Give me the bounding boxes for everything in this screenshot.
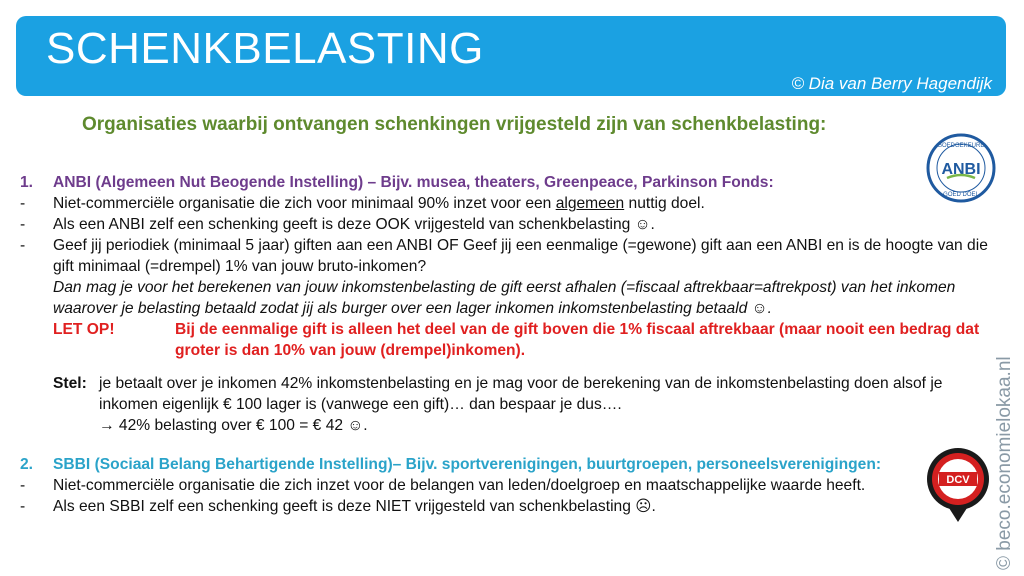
sbbi-bullet-1: Niet-commerciële organisatie die zich inzet voor de belangen van leden/doelgroep en maatschappelijke waarde heeft. [53, 477, 866, 494]
letop-label: LET OP! [53, 321, 115, 338]
slide-body [20, 172, 1005, 517]
slide-title: SCHENKBELASTING [46, 24, 484, 73]
anbi-bullet-3-text: Geef jij periodiek (minimaal 5 jaar) giften aan een ANBI OF Geef jij een eenmalige (=gewone) gift aan een ANBI en is de hoogte van die gift minimaal (=drempel) 1% van jouw bruto-inkomen? [53, 237, 988, 275]
letop-text: Bij de eenmalige gift is alleen het deel van de gift boven die 1% fiscaal aftrekbaar (maar nooit een bedrag dat groter is dan 10% van jouw (drempel)inkomen). [175, 321, 980, 359]
anbi-bullet-3 [53, 235, 1005, 319]
bullet: - [20, 216, 26, 233]
bullet: - [20, 237, 26, 254]
anbi-bullet-3-italic: Dan mag je voor het berekenen van jouw inkomstenbelasting de gift eerst afhalen (=fiscaal aftrekbaar=aftrekpost) van het inkomen waarover je belasting betaald zodat jij als burger over een lager inkomen inkomstenbelasting betaald ☺. [53, 279, 956, 317]
anbi-bullet-1-underlined: algemeen [555, 195, 625, 212]
sbbi-heading-row [20, 454, 1005, 475]
list-item [20, 235, 1005, 319]
stel-row [20, 373, 1005, 436]
list-item [20, 193, 1005, 214]
list-number: 2. [20, 456, 34, 473]
anbi-logo-arc-bottom: GOED DOEL [943, 192, 979, 198]
anbi-bullet-1 [53, 193, 1005, 214]
watermark [994, 300, 1018, 570]
anbi-heading-row [20, 172, 1005, 193]
anbi-bullet-1-pre: Niet-commerciële organisatie die zich voor minimaal 90% inzet voor een [53, 195, 556, 212]
anbi-logo-arc-top: GOEDGEKEURD [937, 143, 985, 149]
list-number: 1. [20, 174, 34, 191]
sbbi-heading: SBBI (Sociaal Belang Behartigende Instelling)– Bijv. sportverenigingen, buurtgroepen, personeelsverenigingen: [53, 456, 882, 473]
stel-result: → 42% belasting over € 100 = € 42 ☺. [99, 417, 368, 434]
sbbi-bullet-2: Als een SBBI zelf een schenking geeft is deze NIET vrijgesteld van schenkbelasting ☹. [53, 498, 656, 515]
list-item [20, 214, 1005, 235]
slide-credit: © Dia van Berry Hagendijk [791, 74, 992, 93]
dcv-logo-text: DCV [946, 474, 970, 486]
anbi-logo-text: ANBI [941, 161, 981, 178]
bullet: - [20, 498, 26, 515]
anbi-bullet-2: Als een ANBI zelf een schenking geeft is deze OOK vrijgesteld van schenkbelasting ☺. [53, 216, 655, 233]
stel-text-body: je betaalt over je inkomen 42% inkomstenbelasting en je mag voor de berekening van de inkomstenbelasting doen alsof je inkomen eigenlijk € 100 lager is (vanwege een gift)… dan bespaar je dus…. [99, 375, 943, 413]
stel-label: Stel: [53, 375, 87, 392]
watermark-text: © beco.economielokaa.nl [994, 356, 1015, 570]
slide-subtitle: Organisaties waarbij ontvangen schenkingen vrijgesteld zijn van schenkbelasting: [82, 114, 827, 135]
list-item [20, 496, 1005, 517]
list-item [20, 475, 1005, 496]
dcv-logo [925, 446, 991, 526]
anbi-heading: ANBI (Algemeen Nut Beogende Instelling) – Bijv. musea, theaters, Greenpeace, Parkinson Fonds: [53, 174, 774, 191]
bullet: - [20, 195, 26, 212]
stel-text [99, 373, 1005, 436]
bullet: - [20, 477, 26, 494]
anbi-bullet-1-post: nuttig doel. [624, 195, 705, 212]
letop-row [20, 319, 1005, 361]
